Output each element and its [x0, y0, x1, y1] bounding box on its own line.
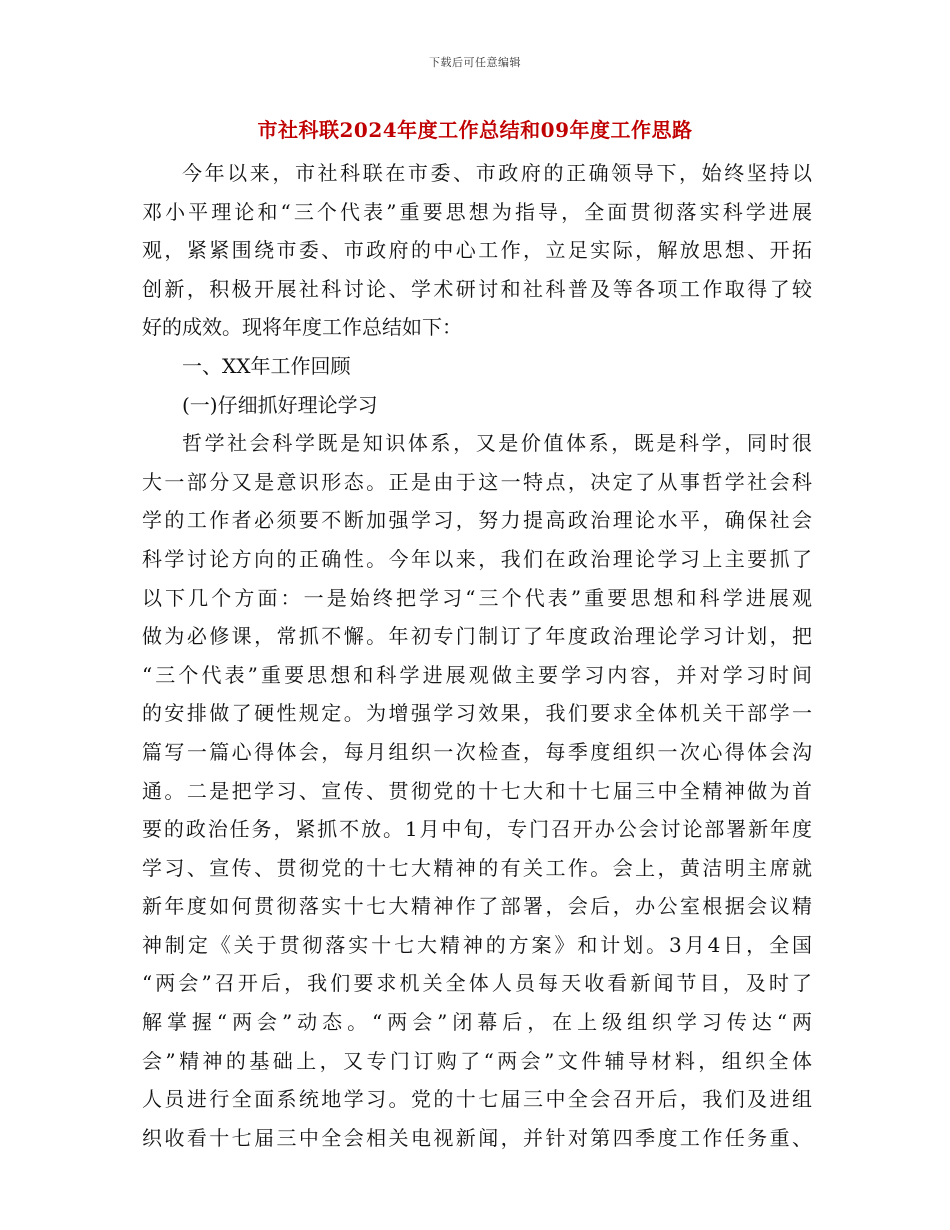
body-text-line: 一、XX年工作回顾 [182, 353, 351, 378]
body-text-line: 观，紧紧围绕市委、市政府的中心工作，立足实际，解放思想、开拓 [142, 238, 812, 263]
body-text-line: 今年以来，市社科联在市委、市政府的正确领导下，始终坚持以 [182, 161, 812, 185]
body-text-line: 哲学社会科学既是知识体系，又是价值体系，既是科学，同时很 [182, 431, 812, 456]
body-text-line: 学的工作者必须要不断加强学习，努力提高政治理论水平，确保社会 [142, 508, 812, 533]
body-text-line: 会”精神的基础上，又专门订购了“两会”文件辅导材料，组织全体 [142, 1048, 812, 1073]
body-text-line: 解掌握“两会”动态。“两会”闭幕后，在上级组织学习传达“两 [142, 1010, 812, 1035]
page-header: 下载后可任意编辑 [429, 56, 521, 69]
body-text-line: 织收看十七届三中全会相关电视新闻，并针对第四季度工作任务重、 [142, 1125, 812, 1150]
body-text-line: 以下几个方面：一是始终把学习“三个代表”重要思想和科学进展观 [142, 585, 812, 610]
body-text-line: 要的政治任务，紧抓不放。1月中旬，专门召开办公会讨论部署新年度 [142, 817, 812, 842]
body-text-line: 篇写一篇心得体会，每月组织一次检查，每季度组织一次心得体会沟 [142, 739, 812, 764]
body-text-line: 人员进行全面系统地学习。党的十七届三中全会召开后，我们及进组 [142, 1087, 812, 1112]
body-text-line: 好的成效。现将年度工作总结如下： [142, 315, 462, 340]
body-text-line: 神制定《关于贯彻落实十七大精神的方案》和计划。3月4日，全国 [142, 932, 812, 957]
document-title: 市社科联2024年度工作总结和09年度工作思路 [257, 118, 693, 142]
body-text-line: 做为必修课，常抓不懈。年初专门制订了年度政治理论学习计划，把 [142, 624, 812, 649]
body-text-line: 大一部分又是意识形态。正是由于这一特点，决定了从事哲学社会科 [142, 469, 812, 494]
body-text-line: “三个代表”重要思想和科学进展观做主要学习内容，并对学习时间 [142, 662, 812, 687]
body-text-line: 通。二是把学习、宣传、贯彻党的十七大和十七届三中全精神做为首 [142, 778, 812, 803]
body-text-line: 学习、宣传、贯彻党的十七大精神的有关工作。会上，黄洁明主席就 [142, 855, 812, 880]
body-text-line: 创新，积极开展社科讨论、学术研讨和社科普及等各项工作取得了较 [142, 276, 812, 301]
body-text-line: 新年度如何贯彻落实十七大精神作了部署，会后，办公室根据会议精 [142, 894, 812, 919]
document-body [142, 154, 812, 1157]
body-text-line: 科学讨论方向的正确性。今年以来，我们在政治理论学习上主要抓了 [142, 546, 812, 571]
body-text-line: (一)仔细抓好理论学习 [182, 392, 378, 417]
body-text-line: 邓小平理论和“三个代表”重要思想为指导，全面贯彻落实科学进展 [142, 199, 812, 224]
body-text-line: “两会”召开后，我们要求机关全体人员每天收看新闻节目，及时了 [142, 971, 812, 996]
body-text-line: 的安排做了硬性规定。为增强学习效果，我们要求全体机关干部学一 [142, 701, 812, 726]
